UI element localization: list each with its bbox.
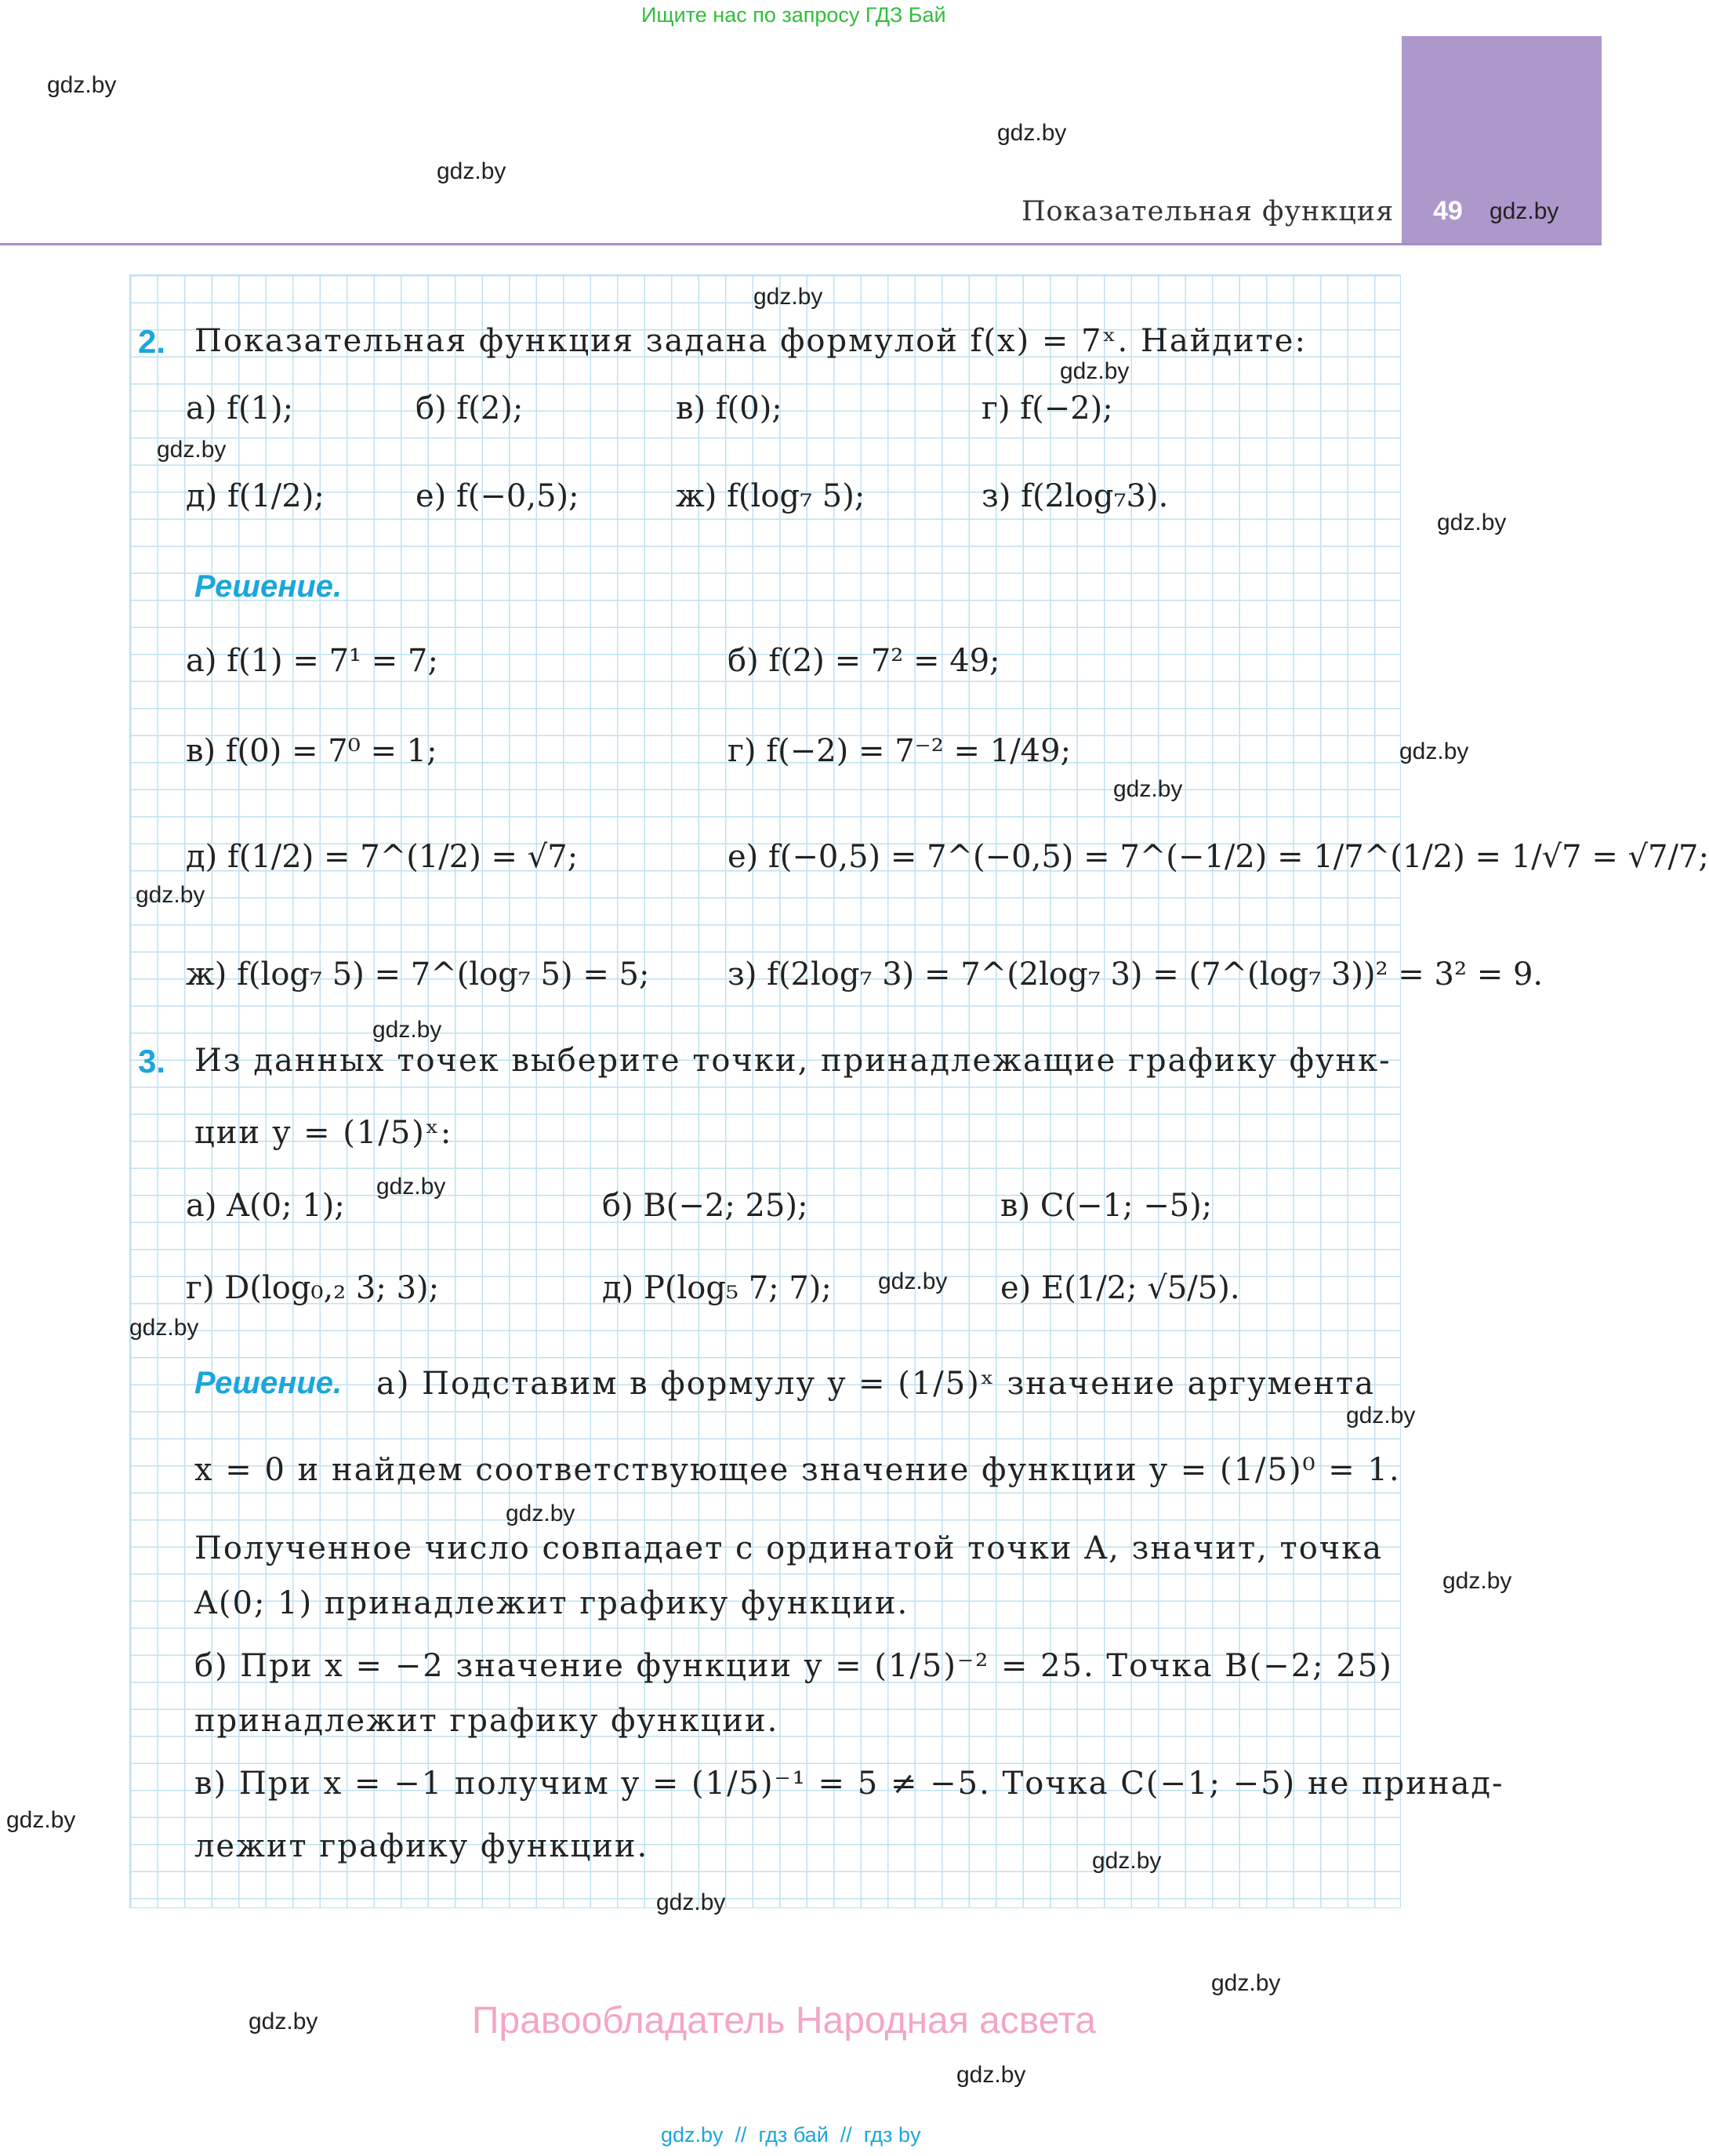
task-statement: Показательная функция задана формулой f(x) = 7ˣ. Найдите: — [194, 323, 1307, 359]
task-item: е) E(1/2; √5/5). — [1000, 1270, 1240, 1306]
watermark: gdz.by — [1113, 776, 1183, 802]
solution-line: а) Подставим в формулу y = (1/5)ˣ значение аргумента — [376, 1366, 1375, 1402]
task-number: 2. — [138, 323, 166, 360]
solution-line: x = 0 и найдем соответствующее значение функции y = (1/5)⁰ = 1. — [194, 1452, 1401, 1488]
solution-line: A(0; 1) принадлежит графику функции. — [194, 1585, 909, 1621]
task-item: а) f(1); — [186, 390, 294, 426]
watermark: gdz.by — [6, 1807, 76, 1833]
task-item: з) f(2log₇3). — [981, 478, 1169, 514]
solution-line: д) f(1/2) = 7^(1/2) = √7; — [186, 839, 579, 875]
copyright-footer: Правообладатель Народная асвета — [472, 2000, 1096, 2042]
task-item: б) f(2); — [415, 390, 524, 426]
watermark: gdz.by — [1437, 510, 1507, 535]
task-item: д) P(log₅ 7; 7); — [602, 1270, 832, 1306]
top-note: Ищите нас по запросу ГДЗ Бай — [641, 3, 946, 27]
watermark: gdz.by — [878, 1269, 948, 1294]
watermark: gdz.by — [136, 882, 205, 908]
watermark: gdz.by — [437, 158, 506, 184]
header-divider — [0, 243, 1602, 245]
watermark: gdz.by — [1092, 1848, 1162, 1874]
task-item: д) f(1/2); — [186, 478, 325, 514]
watermark: gdz.by — [753, 284, 823, 310]
section-title: Показательная функция — [1021, 196, 1395, 227]
solution-line: б) При x = −2 значение функции y = (1/5)⁻² = 25. Точка B(−2; 25) — [194, 1648, 1393, 1684]
solution-label: Решение. — [194, 1366, 343, 1400]
task-item: б) B(−2; 25); — [602, 1188, 808, 1224]
task-statement: ции y = (1/5)ˣ: — [194, 1115, 453, 1151]
solution-line: е) f(−0,5) = 7^(−0,5) = 7^(−1/2) = 1/7^(1/2) = 1/√7 = √7/7; — [728, 839, 1709, 875]
watermark: gdz.by — [249, 2009, 318, 2034]
watermark: gdz.by — [376, 1174, 446, 1200]
watermark: gdz.by — [157, 437, 227, 463]
watermark: gdz.by — [1211, 1970, 1281, 1996]
watermark: gdz.by — [372, 1017, 442, 1043]
task-item: г) f(−2); — [981, 390, 1113, 426]
task-item: в) C(−1; −5); — [1000, 1188, 1213, 1224]
watermark: gdz.by — [956, 2062, 1026, 2088]
watermark: gdz.by — [1489, 198, 1559, 224]
solution-line: ж) f(log₇ 5) = 7^(log₇ 5) = 5; — [186, 956, 650, 993]
watermark: gdz.by — [1399, 739, 1469, 764]
watermark: gdz.by — [1346, 1403, 1416, 1428]
solution-line: б) f(2) = 7² = 49; — [728, 643, 1000, 679]
watermark: gdz.by — [1442, 1568, 1512, 1594]
watermark: gdz.by — [506, 1501, 575, 1526]
solution-line: в) f(0) = 7⁰ = 1; — [186, 733, 437, 769]
watermark: gdz.by — [47, 72, 117, 98]
solution-line: г) f(−2) = 7⁻² = 1/49; — [728, 733, 1072, 769]
solution-line: з) f(2log₇ 3) = 7^(2log₇ 3) = (7^(log₇ 3))² = 3² = 9. — [728, 956, 1544, 993]
bottom-links[interactable]: gdz.by // гдз бай // гдз by — [661, 2123, 921, 2147]
watermark: gdz.by — [1060, 358, 1130, 384]
task-item: ж) f(log₇ 5); — [676, 478, 865, 514]
watermark: gdz.by — [656, 1889, 726, 1915]
page-number: 49 — [1433, 196, 1463, 226]
task-item: е) f(−0,5); — [415, 478, 579, 514]
solution-line: а) f(1) = 7¹ = 7; — [186, 643, 438, 679]
watermark: gdz.by — [997, 120, 1067, 146]
task-item: в) f(0); — [676, 390, 782, 426]
task-item: а) A(0; 1); — [186, 1188, 345, 1224]
solution-line: принадлежит графику функции. — [194, 1703, 779, 1739]
solution-line: в) При x = −1 получим y = (1/5)⁻¹ = 5 ≠ −5. Точка C(−1; −5) не принад- — [194, 1766, 1504, 1802]
solution-line: Полученное число совпадает с ординатой точки A, значит, точка — [194, 1530, 1384, 1566]
solution-line: лежит графику функции. — [194, 1828, 649, 1864]
task-statement: Из данных точек выберите точки, принадлежащие графику функ- — [194, 1043, 1392, 1079]
watermark: gdz.by — [129, 1315, 199, 1341]
solution-label: Решение. — [194, 569, 343, 604]
task-number: 3. — [138, 1043, 166, 1080]
task-item: г) D(log₀,₂ 3; 3); — [186, 1270, 440, 1306]
